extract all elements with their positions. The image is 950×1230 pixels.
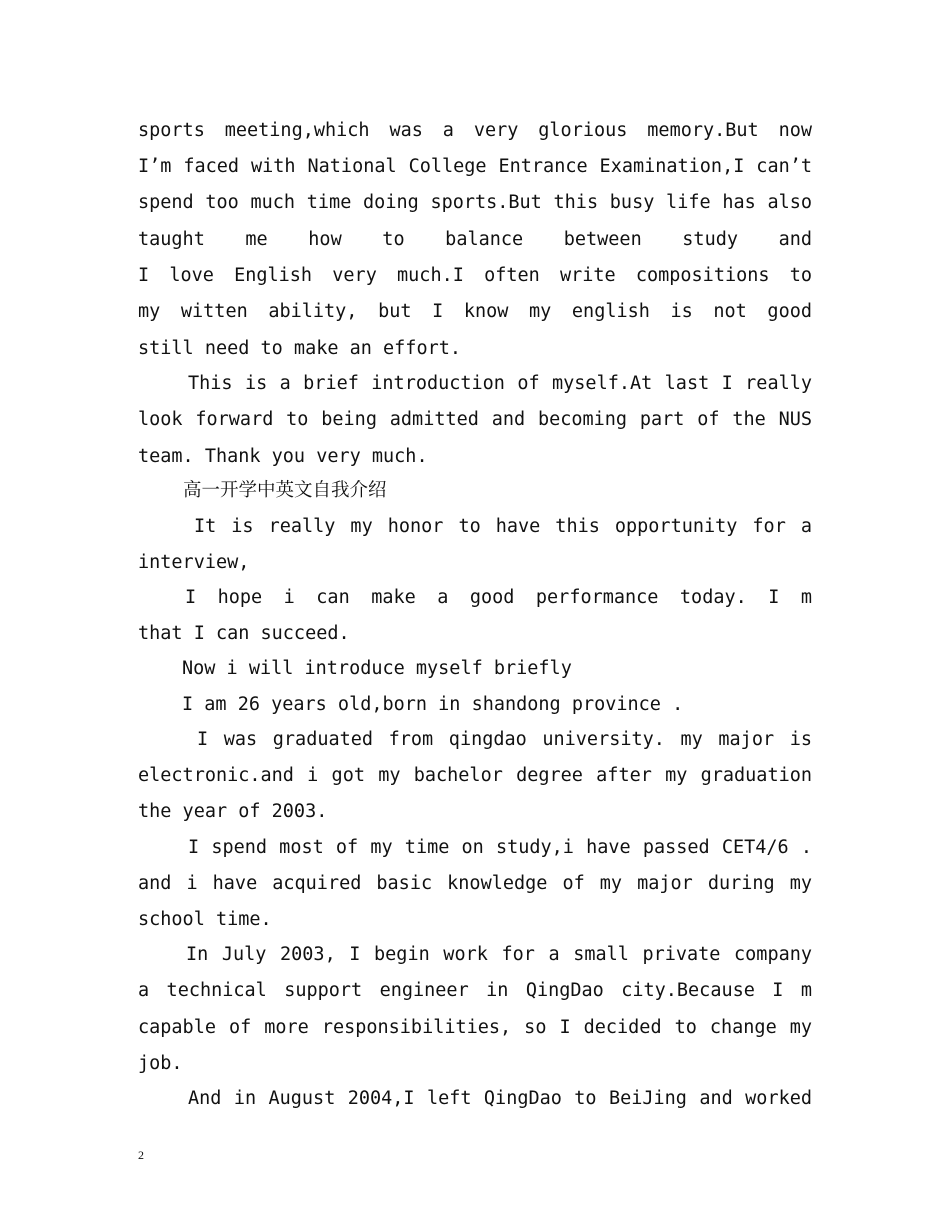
text-line: job. bbox=[138, 1053, 183, 1074]
text-line: I was graduated from qingdao university. my major is bbox=[197, 729, 812, 750]
text-line: interview, bbox=[138, 552, 250, 573]
text-line: I spend most of my time on study,i have passed CET4/6 . bbox=[188, 837, 812, 858]
text-line: and i have acquired basic knowledge of my major during my bbox=[138, 873, 812, 894]
section-heading: 高一开学中英文自我介绍 bbox=[183, 480, 387, 501]
text-line: a technical support engineer in QingDao city.Because I m bbox=[138, 980, 812, 1001]
text-line: I love English very much.I often write compositions to bbox=[138, 265, 812, 286]
text-line: that I can succeed. bbox=[138, 623, 350, 644]
text-line: I hope i can make a good performance today. I m bbox=[185, 587, 812, 608]
page-number: 2 bbox=[138, 1148, 144, 1162]
text-line: And in August 2004,I left QingDao to BeiJing and worked bbox=[188, 1088, 812, 1109]
text-line: the year of 2003. bbox=[138, 801, 328, 822]
text-line: taught me how to balance between study and bbox=[138, 229, 812, 250]
text-line: I am 26 years old,born in shandong province . bbox=[182, 694, 684, 715]
text-line: capable of more responsibilities, so I decided to change my bbox=[138, 1017, 812, 1038]
text-line: In July 2003, I begin work for a small private company bbox=[186, 944, 812, 965]
text-line: spend too much time doing sports.But this busy life has also bbox=[138, 192, 812, 213]
text-line: It is really my honor to have this opportunity for a bbox=[194, 516, 812, 537]
text-line: team. Thank you very much. bbox=[138, 446, 428, 467]
text-line: electronic.and i got my bachelor degree after my graduation bbox=[138, 765, 812, 786]
text-line: still need to make an effort. bbox=[138, 338, 462, 359]
text-line: Now i will introduce myself briefly bbox=[182, 658, 572, 679]
text-line: This is a brief introduction of myself.At last I really bbox=[188, 373, 812, 394]
text-line: I’m faced with National College Entrance Examination,I can’t bbox=[138, 156, 812, 177]
text-line: school time. bbox=[138, 909, 272, 930]
text-line: sports meeting,which was a very glorious memory.But now bbox=[138, 120, 812, 141]
text-line: my witten ability, but I know my english is not good bbox=[138, 301, 812, 322]
text-line: look forward to being admitted and becoming part of the NUS bbox=[138, 409, 812, 430]
